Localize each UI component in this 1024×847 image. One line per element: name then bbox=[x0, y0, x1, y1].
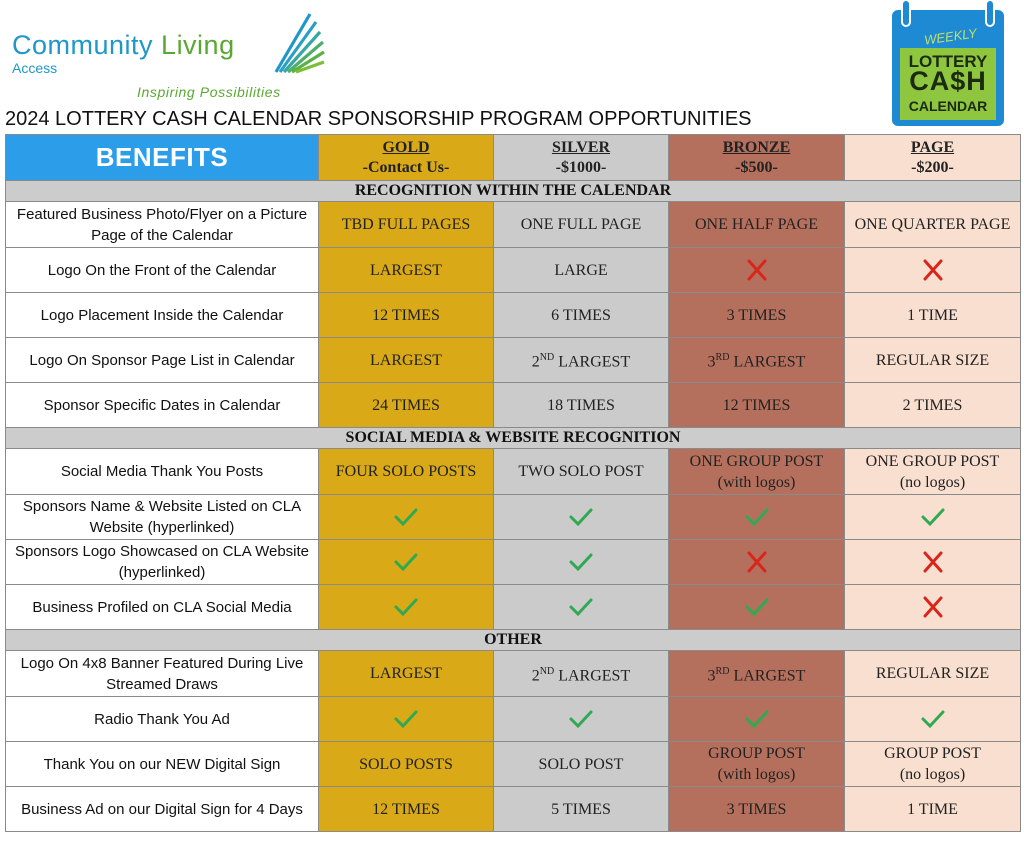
bronze-tier-value bbox=[669, 697, 845, 742]
silver-tier-value bbox=[494, 495, 669, 540]
section-header-row bbox=[6, 630, 1021, 651]
check-icon bbox=[393, 708, 419, 730]
gold-tier-value bbox=[319, 697, 494, 742]
check-icon bbox=[393, 506, 419, 528]
silver-tier-value: LARGE bbox=[494, 248, 669, 293]
check-icon bbox=[568, 506, 594, 528]
table-row bbox=[6, 742, 1021, 787]
tier-price: -$200- bbox=[911, 158, 954, 176]
bronze-tier-value bbox=[669, 248, 845, 293]
cross-icon bbox=[920, 259, 946, 281]
check-icon bbox=[393, 596, 419, 618]
table-row bbox=[6, 787, 1021, 832]
gold-tier-value: TBD FULL PAGES bbox=[319, 202, 494, 248]
benefits-header: BENEFITS bbox=[6, 135, 319, 181]
table-body bbox=[6, 181, 1021, 832]
section-title: RECOGNITION WITHIN THE CALENDAR bbox=[6, 181, 1021, 202]
tier-price: -$500- bbox=[735, 158, 778, 176]
calendar-badge-line3: CALENDAR bbox=[908, 98, 988, 114]
silver-tier-value bbox=[494, 540, 669, 585]
tier-name: SILVER bbox=[551, 138, 611, 156]
check-icon bbox=[568, 708, 594, 730]
page-tier-value: GROUP POST (no logos) bbox=[845, 742, 1021, 787]
gold-tier-value: 12 TIMES bbox=[319, 787, 494, 832]
community-living-logo bbox=[10, 8, 330, 103]
table-row bbox=[6, 383, 1021, 428]
bronze-tier-value: ONE GROUP POST (with logos) bbox=[669, 449, 845, 495]
gold-tier-value bbox=[319, 495, 494, 540]
benefit-label: Social Media Thank You Posts bbox=[6, 449, 319, 495]
gold-tier-value: FOUR SOLO POSTS bbox=[319, 449, 494, 495]
section-header-row bbox=[6, 181, 1021, 202]
cross-icon bbox=[920, 596, 946, 618]
page-tier-value: REGULAR SIZE bbox=[845, 651, 1021, 697]
bronze-tier-value: GROUP POST (with logos) bbox=[669, 742, 845, 787]
silver-tier-value: SOLO POST bbox=[494, 742, 669, 787]
page-tier-value bbox=[845, 585, 1021, 630]
table-row bbox=[6, 697, 1021, 742]
table-row bbox=[6, 202, 1021, 248]
silver-tier-value: 2ND LARGEST bbox=[494, 651, 669, 697]
table-row bbox=[6, 540, 1021, 585]
calendar-badge-line2: CA$H bbox=[909, 66, 987, 96]
benefit-label: Logo On the Front of the Calendar bbox=[6, 248, 319, 293]
check-icon bbox=[744, 596, 770, 618]
tier-price: -$1000- bbox=[555, 158, 607, 176]
table-row bbox=[6, 449, 1021, 495]
cross-icon bbox=[920, 551, 946, 573]
benefit-label: Thank You on our NEW Digital Sign bbox=[6, 742, 319, 787]
page-tier-value bbox=[845, 248, 1021, 293]
tier-page-header bbox=[845, 135, 1021, 181]
bronze-tier-value bbox=[669, 585, 845, 630]
silver-tier-value bbox=[494, 585, 669, 630]
gold-tier-value bbox=[319, 540, 494, 585]
benefit-label: Logo On 4x8 Banner Featured During Live Streamed Draws bbox=[6, 651, 319, 697]
benefit-label: Sponsor Specific Dates in Calendar bbox=[6, 383, 319, 428]
check-icon bbox=[393, 551, 419, 573]
gold-tier-value: 24 TIMES bbox=[319, 383, 494, 428]
logo-subtitle: Access bbox=[12, 60, 58, 76]
page-tier-value bbox=[845, 697, 1021, 742]
benefit-label: Sponsors Logo Showcased on CLA Website (hyperlinked) bbox=[6, 540, 319, 585]
gold-tier-value: LARGEST bbox=[319, 338, 494, 383]
page-tier-value: ONE GROUP POST (no logos) bbox=[845, 449, 1021, 495]
logo-tagline: Inspiring Possibilities bbox=[137, 84, 281, 100]
check-icon bbox=[744, 708, 770, 730]
check-icon bbox=[744, 506, 770, 528]
page-tier-value bbox=[845, 495, 1021, 540]
bronze-tier-value: 3 TIMES bbox=[669, 787, 845, 832]
benefit-label: Business Profiled on CLA Social Media bbox=[6, 585, 319, 630]
gold-tier-value: 12 TIMES bbox=[319, 293, 494, 338]
silver-tier-value: 5 TIMES bbox=[494, 787, 669, 832]
bronze-tier-value: 3RD LARGEST bbox=[669, 651, 845, 697]
tier-name: GOLD bbox=[382, 138, 430, 156]
silver-tier-value bbox=[494, 697, 669, 742]
page-tier-value: 1 TIME bbox=[845, 293, 1021, 338]
benefit-label: Sponsors Name & Website Listed on CLA Website (hyperlinked) bbox=[6, 495, 319, 540]
table-header-row bbox=[6, 135, 1021, 181]
table-row bbox=[6, 248, 1021, 293]
check-icon bbox=[568, 596, 594, 618]
bronze-tier-value: 12 TIMES bbox=[669, 383, 845, 428]
check-icon bbox=[920, 708, 946, 730]
tier-name: PAGE bbox=[910, 138, 955, 156]
bronze-tier-value: 3RD LARGEST bbox=[669, 338, 845, 383]
bronze-tier-value bbox=[669, 495, 845, 540]
cross-icon bbox=[744, 551, 770, 573]
tier-bronze-header bbox=[669, 135, 845, 181]
table-row bbox=[6, 293, 1021, 338]
benefit-label: Radio Thank You Ad bbox=[6, 697, 319, 742]
page-tier-value bbox=[845, 540, 1021, 585]
sponsorship-table bbox=[5, 134, 1021, 832]
benefit-label: Logo Placement Inside the Calendar bbox=[6, 293, 319, 338]
tier-silver-header bbox=[494, 135, 669, 181]
tier-gold-header bbox=[319, 135, 494, 181]
silver-tier-value: 6 TIMES bbox=[494, 293, 669, 338]
gold-tier-value: SOLO POSTS bbox=[319, 742, 494, 787]
sunburst-icon bbox=[270, 10, 326, 78]
table-row bbox=[6, 338, 1021, 383]
benefit-label: Featured Business Photo/Flyer on a Picture Page of the Calendar bbox=[6, 202, 319, 248]
page-title: 2024 LOTTERY CASH CALENDAR SPONSORSHIP PROGRAM OPPORTUNITIES bbox=[5, 108, 752, 130]
tier-price: -Contact Us- bbox=[362, 158, 450, 176]
benefit-label: Logo On Sponsor Page List in Calendar bbox=[6, 338, 319, 383]
silver-tier-value: TWO SOLO POST bbox=[494, 449, 669, 495]
table-row bbox=[6, 495, 1021, 540]
page-tier-value: 1 TIME bbox=[845, 787, 1021, 832]
tier-name: BRONZE bbox=[722, 138, 791, 156]
check-icon bbox=[920, 506, 946, 528]
page-tier-value: 2 TIMES bbox=[845, 383, 1021, 428]
logo-wordmark: Community Living bbox=[12, 30, 235, 60]
gold-tier-value: LARGEST bbox=[319, 651, 494, 697]
section-title: SOCIAL MEDIA & WEBSITE RECOGNITION bbox=[6, 428, 1021, 449]
check-icon bbox=[568, 551, 594, 573]
gold-tier-value: LARGEST bbox=[319, 248, 494, 293]
bronze-tier-value bbox=[669, 540, 845, 585]
silver-tier-value: ONE FULL PAGE bbox=[494, 202, 669, 248]
section-title: OTHER bbox=[6, 630, 1021, 651]
calendar-badge-weekly: WEEKLY bbox=[923, 25, 978, 48]
bronze-tier-value: 3 TIMES bbox=[669, 293, 845, 338]
section-header-row bbox=[6, 428, 1021, 449]
cross-icon bbox=[744, 259, 770, 281]
silver-tier-value: 18 TIMES bbox=[494, 383, 669, 428]
silver-tier-value: 2ND LARGEST bbox=[494, 338, 669, 383]
table-row bbox=[6, 651, 1021, 697]
page-tier-value: REGULAR SIZE bbox=[845, 338, 1021, 383]
bronze-tier-value: ONE HALF PAGE bbox=[669, 202, 845, 248]
gold-tier-value bbox=[319, 585, 494, 630]
calendar-badge-line1: LOTTERY bbox=[908, 52, 988, 71]
table-row bbox=[6, 585, 1021, 630]
page-tier-value: ONE QUARTER PAGE bbox=[845, 202, 1021, 248]
benefit-label: Business Ad on our Digital Sign for 4 Days bbox=[6, 787, 319, 832]
